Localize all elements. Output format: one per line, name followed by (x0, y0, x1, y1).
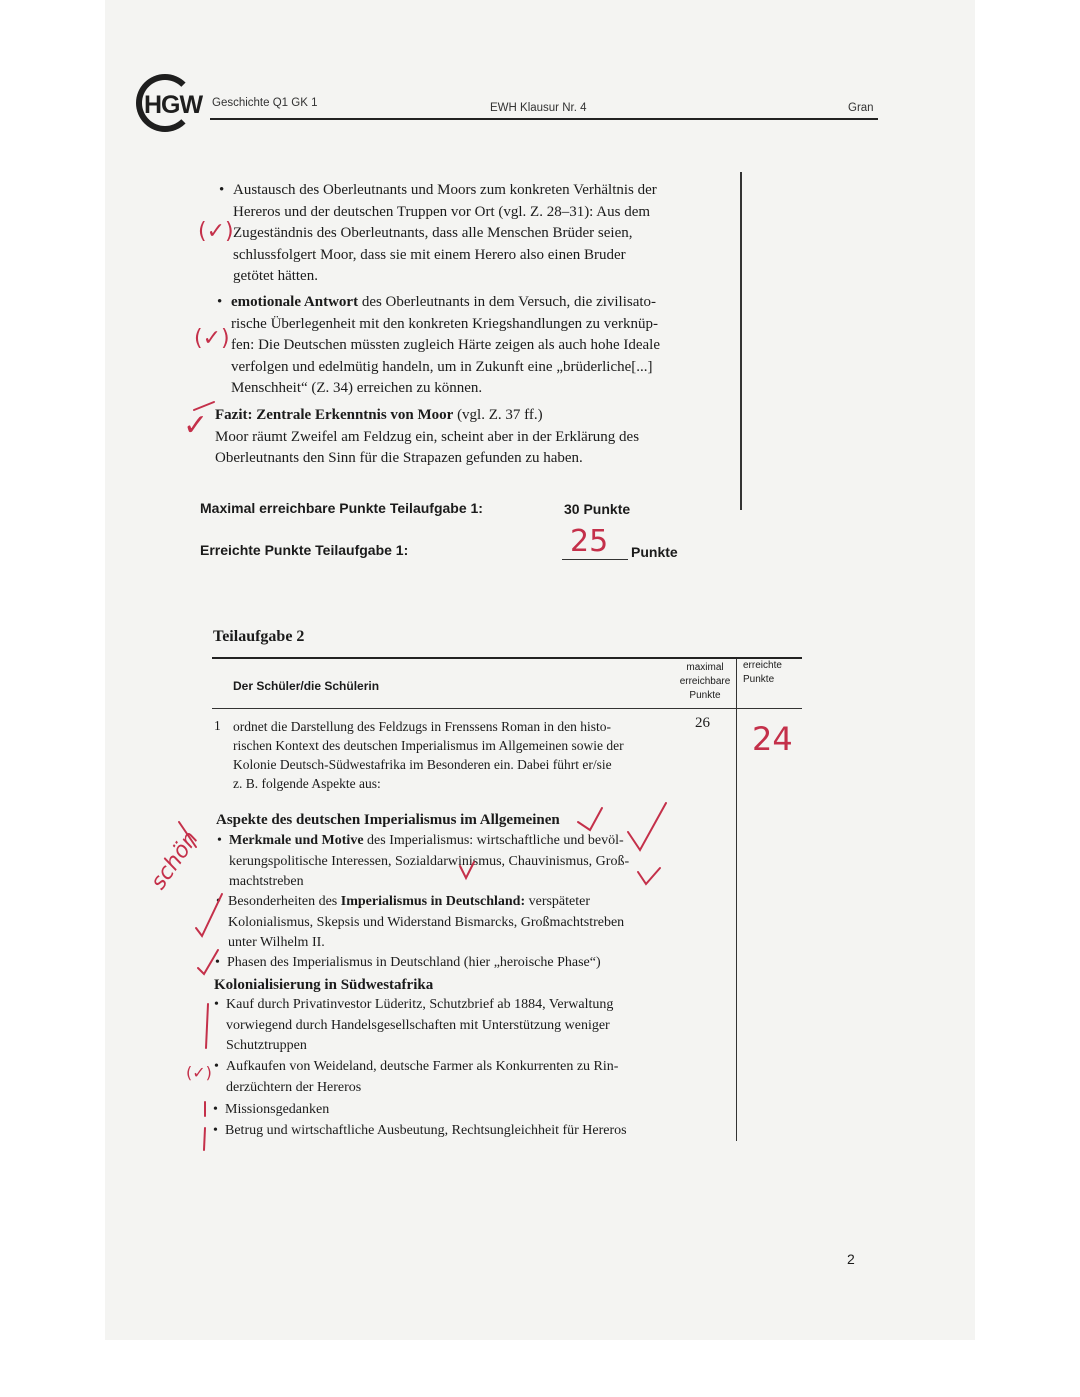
list-item: • Merkmale und Motive des Imperialismus: wirtschaftliche und bevöl- kerungspolitische Interessen, Sozialdarwinismus, Chauvinismus, Groß- machtstreben (229, 831, 629, 893)
section-title: Teilaufgabe 2 (213, 628, 305, 645)
achieved-points-label: Erreichte Punkte Teilaufgabe 1: (200, 542, 409, 558)
partial-check-mark: (✓) (186, 1063, 212, 1082)
bold-term: Imperialismus in Deutschland: (340, 894, 526, 909)
check-mark: ✓ (183, 408, 209, 443)
bold-term: emotionale Antwort (231, 294, 359, 310)
text-line: verfolgen und edelmütig handeln, um in Zukunft eine „brüderliche[...] (231, 358, 653, 375)
margin-note: schön (146, 826, 204, 895)
check-mark-stroke (638, 868, 660, 884)
margin-bar (206, 1004, 208, 1048)
text-span: verspäteter (525, 894, 591, 909)
text-line: Moor räumt Zweifel am Feldzug ein, scheint aber in der Erklärung des (215, 428, 640, 445)
subsection-title: Kolonialisierung in Südwestafrika (214, 977, 434, 993)
page-number: 2 (847, 1251, 855, 1267)
partial-check-mark: (✓) (194, 326, 230, 351)
list-item: • Phasen des Imperialismus in Deutschland (hier „heroische Phase“) (227, 953, 601, 974)
list-item: • Missionsgedanken (225, 1100, 329, 1121)
text-line: rischen Kontext des deutschen Imperialismus im Allgemeinen sowie der (233, 738, 624, 753)
text-line: Kolonialismus, Skepsis und Widerstand Bismarcks, Großmachtstreben (228, 914, 625, 930)
text-line: unter Wilhelm II. (228, 935, 325, 950)
header-line: erreichte (743, 660, 782, 671)
text-line: fen: Die Deutschen müssten zugleich Härte zeigen als auch hohe Ideale (231, 337, 660, 353)
row-max-points: 26 (695, 715, 710, 731)
header-line: maximal (686, 662, 724, 673)
text-line: kerungspolitische Interessen, Sozialdarwinismus, Chauvinismus, Groß- (229, 853, 630, 869)
logo-text: HGW (144, 91, 203, 119)
margin-stroke (194, 402, 214, 410)
header-line: Punkte (743, 674, 775, 685)
check-mark-stroke (460, 862, 474, 878)
text-line: Phasen des Imperialismus in Deutschland (hier „heroische Phase“) (227, 955, 601, 970)
text-line: ordnet die Darstellung des Feldzugs in Frenssens Roman in den histo- (233, 719, 611, 734)
text-line: Betrug und wirtschaftliche Ausbeutung, Rechtsungleichheit für Hereros (225, 1123, 627, 1138)
bold-term: Fazit: Zentrale Erkenntnis von Moor (215, 407, 454, 423)
achieved-points-value: 25 (570, 524, 609, 559)
bullet-emotional-answer: • emotionale Antwort des Oberleutnants in dem Versuch, die zivilisato- rische Überlegenheit mit den konkreten Kriegshandlungen zu verknüp- fen: Die Deutschen müssten zugleich Härte zeigen als auch hohe Ideale verfolgen und edelmütig handeln, um in Zukunft eine „brüderliche[...] Menschheit“ (Z. 34) erreichen zu können. (231, 292, 660, 400)
text-line: vorwiegend durch Handelsgesellschaften mit Unterstützung weniger (226, 1017, 610, 1033)
row-achieved-points: 24 (752, 720, 793, 758)
partial-check-mark: (✓) (198, 219, 234, 244)
text-span: des Oberleutnants in dem Versuch, die zivilisato- (358, 294, 657, 310)
header-line: erreichbare (679, 676, 731, 687)
list-item: • Betrug und wirtschaftliche Ausbeutung, Rechtsungleichheit für Hereros (225, 1121, 627, 1142)
bold-term: Merkmale und Motive (229, 833, 364, 848)
check-mark-stroke (198, 950, 218, 974)
col-header-student: Der Schüler/die Schülerin (233, 679, 380, 693)
margin-bar (204, 1128, 205, 1150)
text-line: Zugeständnis des Oberleutnants, dass alle Menschen Brüder seien, (233, 225, 633, 241)
text-line: Oberleutnants den Sinn für die Strapazen gefunden zu haben. (215, 450, 583, 466)
list-item: • Kauf durch Privatinvestor Lüderitz, Schutzbrief ab 1884, Verwaltung vorwiegend durch Handelsgesellschaften mit Unterstützung weniger Schutztruppen (226, 995, 613, 1057)
text-line: getötet hätten. (233, 268, 318, 284)
text-line: z. B. folgende Aspekte aus: (233, 776, 381, 791)
text-span: (vgl. Z. 37 ff.) (453, 407, 543, 423)
text-span: Besonderheiten des (228, 894, 341, 909)
row-number: 1 (214, 718, 221, 733)
text-line: derzüchtern der Hereros (226, 1079, 362, 1095)
header-line: Punkte (689, 690, 721, 701)
achieved-points-unit: Punkte (631, 544, 678, 560)
text-line: Kolonie Deutsch-Südwestafrika im Besonderen ein. Dabei führt er/sie (233, 757, 612, 772)
course-label: Geschichte Q1 GK 1 (212, 97, 318, 109)
text-line: Austausch des Oberleutnants und Moors zum konkreten Verhältnis der (233, 182, 657, 198)
list-item: • Besonderheiten des Imperialismus in Deutschland: verspäteter Kolonialismus, Skepsis und Widerstand Bismarcks, Großmachtstreben unter Wilhelm II. (228, 892, 624, 954)
subsection-title: Aspekte des deutschen Imperialismus im Allgemeinen (216, 812, 560, 828)
list-item: • Aufkaufen von Weideland, deutsche Farmer als Konkurrenten zu Rin- derzüchtern der Hereros (226, 1057, 618, 1098)
bullet-exchange: • Austausch des Oberleutnants und Moors zum konkreten Verhältnis der Hereros und der deutschen Truppen vor Ort (vgl. Z. 28–31): Aus dem Zugeständnis des Oberleutnants, dass alle Menschen Brüder seien, schlussfolgert Moor, dass sie mit einem Herero also einen Bruder getötet hätten. (233, 180, 657, 288)
check-mark-stroke (196, 894, 222, 936)
text-line: rische Überlegenheit mit den konkreten Kriegshandlungen zu verknüp- (231, 315, 658, 332)
max-points-value: 30 Punkte (564, 501, 631, 517)
text-span: des Imperialismus: wirtschaftliche und bevöl- (367, 833, 624, 848)
text-line: Hereros und der deutschen Truppen vor Ort (vgl. Z. 28–31): Aus dem (233, 203, 651, 220)
text-line: Kauf durch Privatinvestor Lüderitz, Schutzbrief ab 1884, Verwaltung (226, 997, 614, 1012)
text-line: machtstreben (229, 874, 304, 889)
text-line: Schutztruppen (226, 1038, 307, 1053)
text-line: Missionsgedanken (225, 1102, 330, 1117)
exam-label: EWH Klausur Nr. 4 (490, 102, 587, 114)
max-points-label: Maximal erreichbare Punkte Teilaufgabe 1: (200, 500, 483, 516)
text-line: Aufkaufen von Weideland, deutsche Farmer als Konkurrenten zu Rin- (226, 1059, 619, 1074)
check-mark-stroke (578, 808, 602, 830)
student-name: Gran (848, 102, 874, 114)
text-line: schlussfolgert Moor, dass sie mit einem Herero also einen Bruder (233, 246, 626, 263)
text-line: Menschheit“ (Z. 34) erreichen zu können. (231, 380, 483, 396)
check-mark-stroke (628, 803, 666, 850)
